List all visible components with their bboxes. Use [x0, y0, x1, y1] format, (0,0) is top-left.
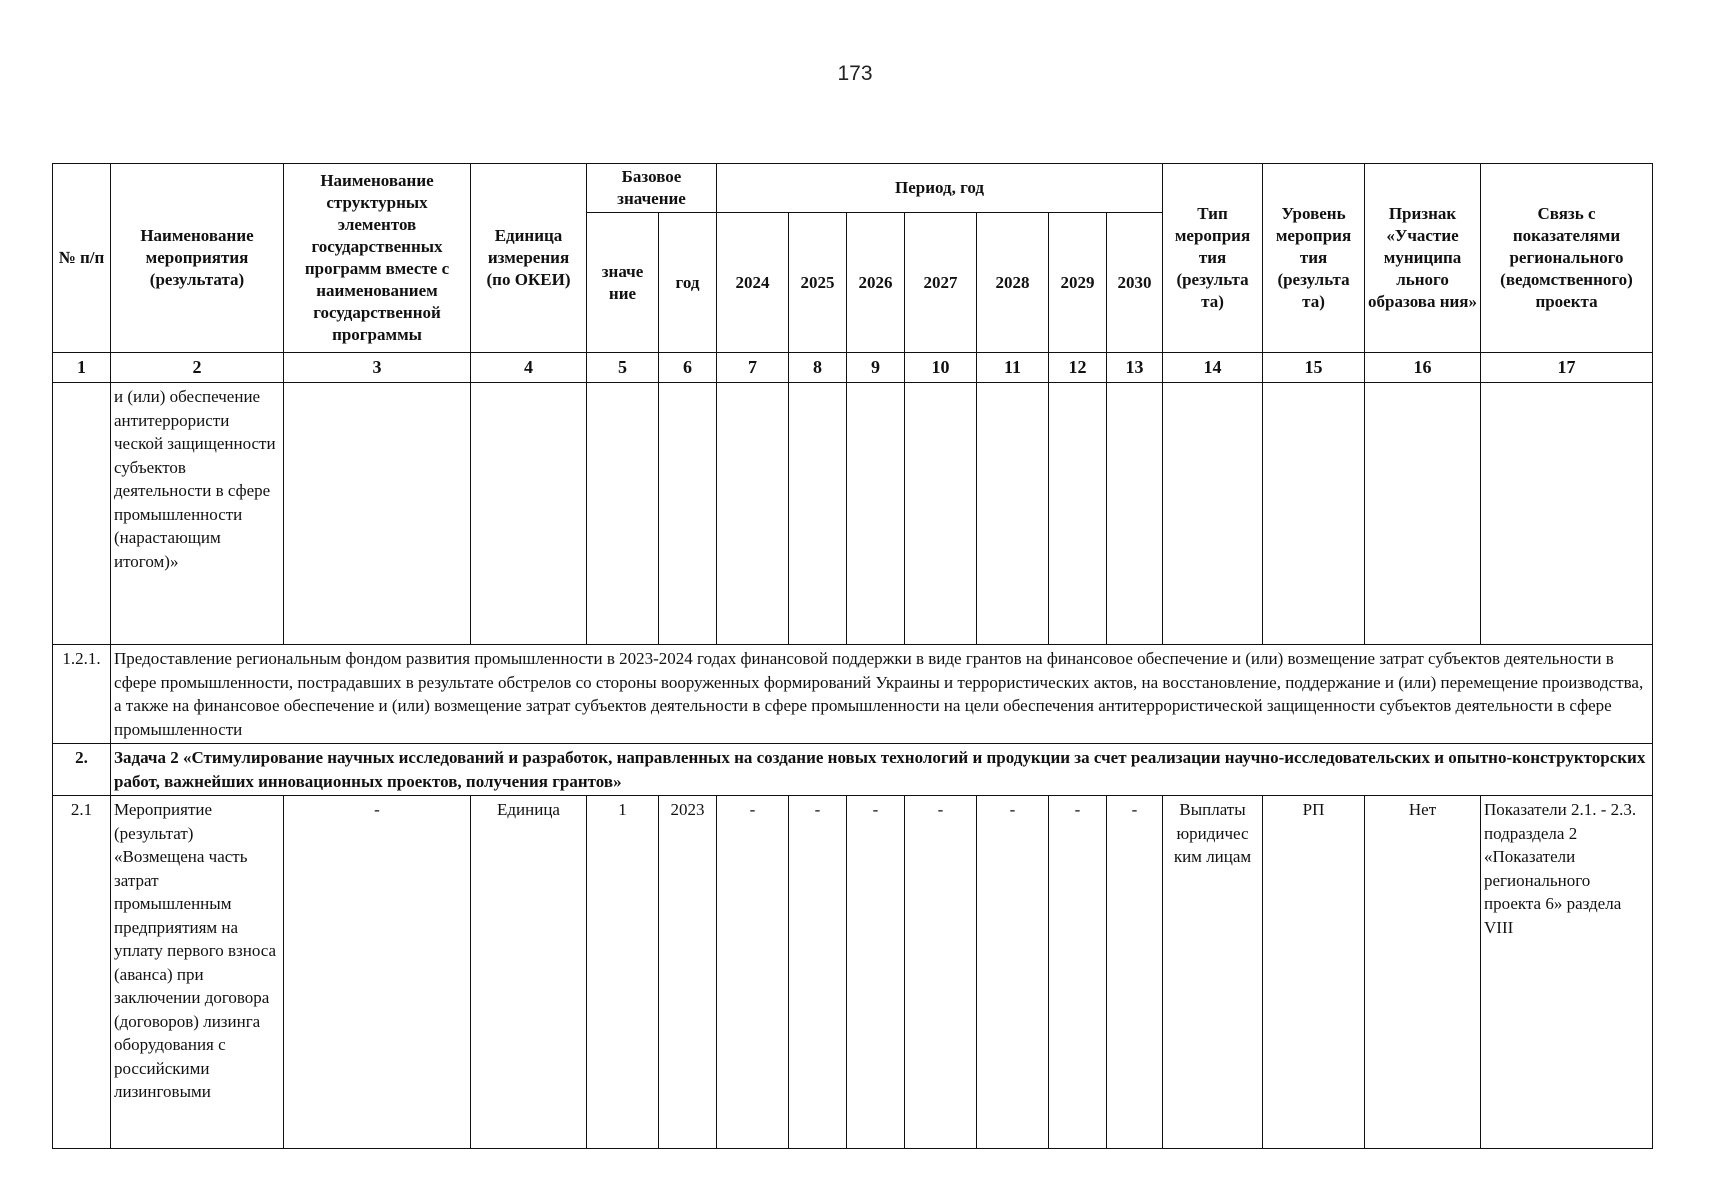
value-2027: -	[905, 796, 977, 1149]
header-period: Период, год	[717, 164, 1163, 213]
column-number: 12	[1049, 353, 1107, 383]
value-2030: -	[1107, 796, 1163, 1149]
cell-empty	[847, 383, 905, 645]
header-link: Связь с показателями регионального (ведомственного) проекта	[1481, 164, 1653, 353]
base-value: 1	[587, 796, 659, 1149]
header-name: Наименование мероприятия (результата)	[111, 164, 284, 353]
header-year-2029: 2029	[1049, 213, 1107, 353]
header-year-2026: 2026	[847, 213, 905, 353]
header-year-2030: 2030	[1107, 213, 1163, 353]
header-type: Тип мероприя тия (результа та)	[1163, 164, 1263, 353]
header-struct: Наименование структурных элементов государственных программ вместе с наименованием государственной программы	[284, 164, 471, 353]
cell-empty	[587, 383, 659, 645]
cell-empty	[471, 383, 587, 645]
task-title: Задача 2 «Стимулирование научных исследований и разработок, направленных на создание новых технологий и продукции за счет реализации научно-исследовательских и опытно-конструкторских работ, важнейших инновационных проектов, получения грантов»	[111, 744, 1653, 796]
header-year-2027: 2027	[905, 213, 977, 353]
continuation-name: и (или) обеспечение антитеррористи ческой защищенности субъектов деятельности в сфере промышленности (нарастающим итогом)»	[111, 383, 284, 645]
column-number: 4	[471, 353, 587, 383]
cell-empty	[659, 383, 717, 645]
page-number: 173	[837, 62, 873, 85]
header-year-2025: 2025	[789, 213, 847, 353]
column-number: 14	[1163, 353, 1263, 383]
header-base-year: год	[659, 213, 717, 353]
column-number: 16	[1365, 353, 1481, 383]
cell-empty	[1365, 383, 1481, 645]
value-2024: -	[717, 796, 789, 1149]
unit: Единица	[471, 796, 587, 1149]
header-base-value: значе ние	[587, 213, 659, 353]
header-level: Уровень мероприя тия (результа та)	[1263, 164, 1365, 353]
value-2029: -	[1049, 796, 1107, 1149]
column-number: 8	[789, 353, 847, 383]
base-year: 2023	[659, 796, 717, 1149]
column-number: 7	[717, 353, 789, 383]
column-number: 13	[1107, 353, 1163, 383]
header-unit: Единица измерения (по ОКЕИ)	[471, 164, 587, 353]
table-row-task-2	[53, 744, 1653, 796]
column-number: 2	[111, 353, 284, 383]
table-row-2-1	[53, 796, 1653, 1149]
cell-empty	[977, 383, 1049, 645]
measure-level: РП	[1263, 796, 1365, 1149]
header-year-2024: 2024	[717, 213, 789, 353]
column-number: 6	[659, 353, 717, 383]
cell-empty	[1049, 383, 1107, 645]
row-number: 2.	[53, 744, 111, 796]
municipal-participation: Нет	[1365, 796, 1481, 1149]
measure-type: Выплаты юридичес ким лицам	[1163, 796, 1263, 1149]
project-link: Показатели 2.1. - 2.3. подраздела 2 «Показатели регионального проекта 6» раздела VIII	[1481, 796, 1653, 1149]
column-number: 1	[53, 353, 111, 383]
column-number: 3	[284, 353, 471, 383]
cell-empty	[717, 383, 789, 645]
value-2026: -	[847, 796, 905, 1149]
struct-element: -	[284, 796, 471, 1149]
measures-table	[52, 163, 1653, 1149]
row-description: Предоставление региональным фондом развития промышленности в 2023-2024 годах финансовой поддержки в виде грантов на финансовое обеспечение и (или) возмещение затрат субъектов деятельности в сфере промышленности, пострадавших в результате обстрелов со стороны вооруженных формирований Украины и террористических актов, на восстановление, поддержание и (или) перемещение производства, а также на финансовое обеспечение и (или) возмещение затрат субъектов деятельности в сфере промышленности на цели обеспечения антитеррористической защищенности субъектов деятельности в сфере промышленности	[111, 645, 1653, 744]
table-row-continuation	[53, 383, 1653, 645]
header-row-top	[53, 164, 1653, 213]
column-numbers-row	[53, 353, 1653, 383]
column-number: 5	[587, 353, 659, 383]
cell-empty	[284, 383, 471, 645]
column-number: 11	[977, 353, 1049, 383]
cell-empty	[1107, 383, 1163, 645]
column-number: 15	[1263, 353, 1365, 383]
value-2028: -	[977, 796, 1049, 1149]
cell-empty	[1163, 383, 1263, 645]
cell-empty	[789, 383, 847, 645]
cell-empty	[1481, 383, 1653, 645]
cell-empty	[53, 383, 111, 645]
header-num: № п/п	[53, 164, 111, 353]
cell-empty	[1263, 383, 1365, 645]
value-2025: -	[789, 796, 847, 1149]
header-base: Базовое значение	[587, 164, 717, 213]
column-number: 9	[847, 353, 905, 383]
column-number: 10	[905, 353, 977, 383]
row-number: 1.2.1.	[53, 645, 111, 744]
column-number: 17	[1481, 353, 1653, 383]
header-municipal: Признак «Участие муниципа льного образова ния»	[1365, 164, 1481, 353]
cell-empty	[905, 383, 977, 645]
header-year-2028: 2028	[977, 213, 1049, 353]
measure-name: Мероприятие (результат) «Возмещена часть затрат промышленным предприятиям на уплату первого взноса (аванса) при заключении договора (договоров) лизинга оборудования с российскими лизинговыми	[111, 796, 284, 1149]
table-row-1-2-1	[53, 645, 1653, 744]
row-number: 2.1	[53, 796, 111, 1149]
